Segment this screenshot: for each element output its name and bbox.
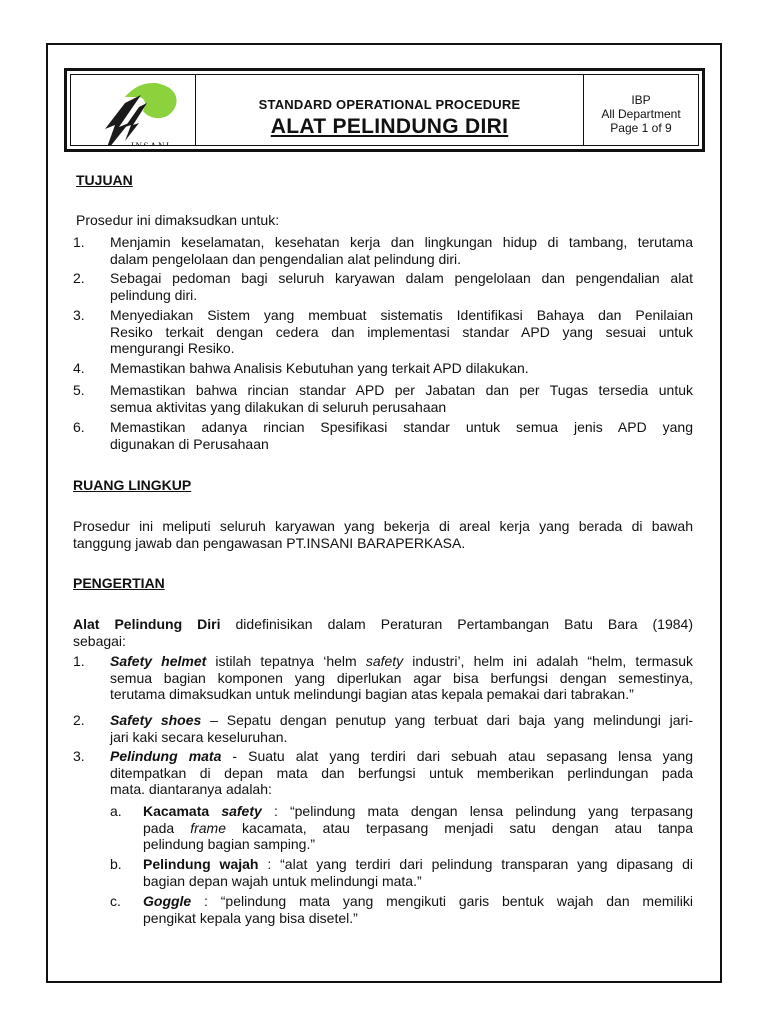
page-number: Page 1 of 9 bbox=[610, 121, 672, 135]
list-number: 4. bbox=[73, 360, 85, 376]
list-number: 6. bbox=[73, 419, 85, 435]
list-item: Memastikan adanya rincian Spesifikasi standar untuk semua jenis APD yang digunakan di Perusahaan bbox=[110, 419, 693, 452]
section-heading-pengertian: PENGERTIAN bbox=[73, 575, 165, 591]
section-heading-ruang-lingkup: RUANG LINGKUP bbox=[73, 477, 192, 493]
company-code: IBP bbox=[631, 93, 651, 107]
department: All Department bbox=[601, 107, 681, 121]
list-number: 3. bbox=[73, 307, 85, 323]
tujuan-intro: Prosedur ini dimaksudkan untuk: bbox=[76, 212, 280, 228]
sublist-letter: c. bbox=[110, 893, 121, 909]
sublist-letter: a. bbox=[110, 803, 122, 819]
company-logo bbox=[71, 75, 196, 151]
document-header bbox=[64, 68, 705, 152]
ruang-lingkup-text: Prosedur ini meliputi seluruh karyawan yang bekerja di areal kerja yang berada di bawah tanggung jawab dan pengawasan PT.INSANI BARAPERKASA. bbox=[73, 518, 693, 551]
list-item: Sebagai pedoman bagi seluruh karyawan dalam pengelolaan dan pengendalian alat pelindung diri. bbox=[110, 270, 693, 303]
section-heading-tujuan: TUJUAN bbox=[76, 172, 133, 188]
document-title: ALAT PELINDUNG DIRI bbox=[270, 115, 509, 138]
list-number: 1. bbox=[73, 234, 85, 250]
list-item: Menyediakan Sistem yang membuat sistematis Identifikasi Bahaya dan Penilaian Resiko terkait dengan cedera dan implementasi standar APD yang sesuai untuk mengurangi Resiko. bbox=[110, 307, 693, 356]
definition-safety-shoes: Safety shoes – Sepatu dengan penutup yang terbuat dari baja yang melindungi jari- jari kaki secara keseluruhan. bbox=[110, 712, 693, 745]
definition-goggle: Goggle : “pelindung mata yang mengikuti garis bentuk wajah dan memiliki pengikat kepala yang bisa disetel.” bbox=[143, 893, 693, 926]
list-item: Memastikan bahwa rincian standar APD per Jabatan dan per Tugas tersedia untuk semua aktivitas yang dilakukan di seluruh perusahaan bbox=[110, 382, 693, 415]
sublist-letter: b. bbox=[110, 856, 122, 872]
list-number: 5. bbox=[73, 382, 85, 398]
list-number: 3. bbox=[73, 748, 85, 764]
list-item: Memastikan bahwa Analisis Kebutuhan yang terkait APD dilakukan. bbox=[110, 360, 529, 376]
sop-label: STANDARD OPERATIONAL PROCEDURE bbox=[258, 97, 521, 112]
definition-kacamata-safety: Kacamata safety : “pelindung mata dengan lensa pelindung yang terpasang pada frame kacamata, atau terpasang menjadi satu dengan atau tanpa pelindung bagian samping.” bbox=[143, 803, 693, 852]
list-number: 2. bbox=[73, 712, 85, 728]
list-item: Menjamin keselamatan, kesehatan kerja dan lingkungan hidup di tambang, terutama dalam pengelolaan dan pengendalian alat pelindung diri. bbox=[110, 234, 693, 267]
logo-text: INSANI bbox=[131, 141, 171, 151]
title-cell bbox=[196, 75, 584, 145]
meta-cell bbox=[584, 75, 698, 145]
pengertian-intro: Alat Pelindung Diri didefinisikan dalam Peraturan Pertambangan Batu Bara (1984) sebagai: bbox=[73, 616, 693, 649]
definition-pelindung-mata: Pelindung mata - Suatu alat yang terdiri dari sebuah atau sepasang lensa yang ditempatkan di depan mata dan berfungsi untuk memberikan perlindungan pada mata. diantaranya adalah: bbox=[110, 748, 694, 797]
list-number: 2. bbox=[73, 270, 85, 286]
definition-safety-helmet: Safety helmet istilah tepatnya ‘helm safety industri’, helm ini adalah “helm, termasuk semua bagian komponen yang diperlukan agar bisa berfungsi dengan semestinya, terutama dimaksudkan untuk melindungi bagian atas kepala pemakai dari tabrakan.” bbox=[110, 653, 693, 702]
list-number: 1. bbox=[73, 653, 85, 669]
definition-pelindung-wajah: Pelindung wajah : “alat yang terdiri dari pelindung transparan yang dipasang di bagian depan wajah untuk melindungi mata.” bbox=[143, 856, 693, 889]
